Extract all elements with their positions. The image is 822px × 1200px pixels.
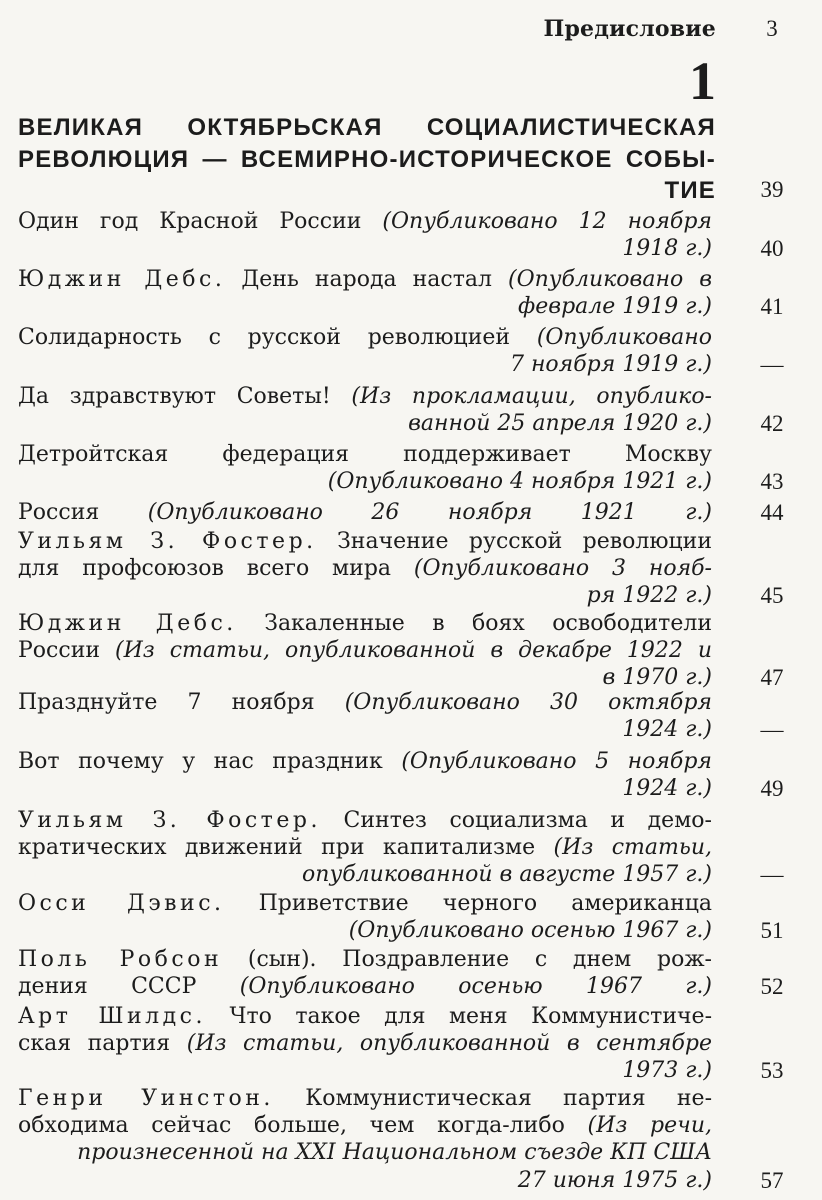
entry-page-number: 53	[760, 1058, 784, 1083]
entry-title: кратических движений при капитализме	[18, 835, 536, 860]
toc-entry-line	[18, 717, 712, 742]
entry-title: Россия	[18, 500, 100, 525]
toc-entry-line	[18, 749, 712, 774]
entry-title: День народа настал	[241, 267, 492, 292]
toc-entry-line	[18, 294, 712, 319]
entry-title: России	[18, 638, 101, 663]
entry-page-number: 47	[760, 665, 784, 690]
toc-entry-line	[18, 500, 712, 525]
entry-title: Один год Красной России	[18, 209, 362, 234]
toc-entry-line	[18, 638, 712, 663]
entry-title: (сын). Поздравление с днем рож-	[247, 947, 712, 972]
toc-entry-line	[18, 236, 712, 261]
entry-note: ря 1922 г.)	[586, 583, 712, 608]
entry-author: Уильям З. Фостер.	[18, 529, 317, 554]
entry-page-number: 57	[760, 1168, 784, 1193]
toc-entry-line	[18, 665, 712, 690]
entry-page-number: —	[760, 717, 784, 742]
entry-title: Синтез социализма и демо-	[343, 808, 712, 833]
entry-author: Арт Шилдс.	[18, 1004, 206, 1029]
chapter-number: 1	[689, 51, 716, 111]
entry-note: 1924 г.)	[622, 776, 712, 801]
entry-note: (Из статьи, опубликованной в сентябре	[186, 1031, 713, 1056]
entry-author: Поль Робсон	[18, 947, 223, 972]
entry-note: 1924 г.)	[622, 717, 712, 742]
entry-page-number: 41	[760, 294, 784, 319]
entry-note: опубликованной в августе 1957 г.)	[302, 862, 712, 887]
toc-entry-line	[18, 442, 712, 467]
toc-entry-line	[18, 891, 712, 916]
entry-page-number: 49	[760, 776, 784, 801]
entry-title: дения СССР	[18, 974, 197, 999]
entry-title: Солидарность с русской революцией	[18, 325, 511, 350]
toc-entry-line	[18, 209, 712, 234]
entry-page-number: 44	[760, 500, 784, 525]
entry-note: 1918 г.)	[622, 236, 712, 261]
entry-page-number: 40	[760, 236, 784, 261]
toc-entry-line	[18, 384, 712, 409]
toc-entry-line	[18, 1058, 712, 1083]
toc-entry-line	[18, 352, 712, 377]
entry-page-number: 43	[760, 469, 784, 494]
entry-note: (Опубликовано 12 ноября	[382, 209, 712, 234]
toc-entry-line	[18, 835, 712, 860]
entry-author: Осси Дэвис.	[18, 891, 225, 916]
toc-entry-line	[18, 469, 712, 494]
chapter-title-line-3: ТИЕ	[664, 177, 716, 204]
entry-author: Генри Уинстон.	[18, 1086, 274, 1111]
toc-entry-line	[18, 1140, 712, 1165]
preface-title: Предисловие	[543, 16, 716, 42]
entry-note: (Опубликовано 5 ноября	[401, 749, 712, 774]
toc-entry-line	[18, 411, 712, 436]
entry-page-number: 52	[760, 974, 784, 999]
entry-note: (Опубликовано в	[508, 267, 712, 292]
entry-title: для профсоюзов всего мира	[18, 556, 392, 581]
entry-note: (Опубликовано осенью 1967 г.)	[348, 918, 712, 943]
toc-entry-line	[18, 529, 712, 554]
toc-entry-line	[18, 1113, 712, 1138]
entry-note: в 1970 г.)	[602, 665, 712, 690]
entry-title: Празднуйте 7 ноября	[18, 690, 315, 715]
toc-entry-line	[18, 808, 712, 833]
chapter-title-line-1: ВЕЛИКАЯ ОКТЯБРЬСКАЯ СОЦИАЛИСТИЧЕСКАЯ	[18, 114, 716, 141]
toc-entry-line	[18, 1004, 712, 1029]
entry-author: Юджин Дебс.	[18, 267, 226, 292]
toc-entry-line	[18, 690, 712, 715]
entry-note: (Из прокламации, опублико-	[351, 384, 712, 409]
entry-note: (Опубликовано осенью 1967 г.)	[239, 974, 712, 999]
toc-entry-line	[18, 267, 712, 292]
entry-title: Да здравствуют Советы!	[18, 384, 331, 409]
entry-note: (Из статьи, опубликованной в декабре 1922 и	[115, 638, 713, 663]
entry-note: ванной 25 апреля 1920 г.)	[408, 411, 712, 436]
toc-entry-line	[18, 1031, 712, 1056]
toc-entry-line	[18, 918, 712, 943]
entry-title: Вот почему у нас праздник	[18, 749, 383, 774]
toc-entry-line	[18, 1086, 712, 1111]
entry-note: феврале 1919 г.)	[518, 294, 712, 319]
toc-entry-line	[18, 583, 712, 608]
entry-page-number: 51	[760, 918, 784, 943]
entry-note: (Из речи,	[587, 1113, 712, 1138]
entry-note: 1973 г.)	[622, 1058, 712, 1083]
entry-note: (Опубликовано 26 ноября 1921 г.)	[147, 500, 712, 525]
entry-note: (Из статьи,	[553, 835, 713, 860]
toc-entry-line	[18, 776, 712, 801]
entry-note: (Опубликовано 4 ноября 1921 г.)	[327, 469, 712, 494]
entry-title: ская партия	[18, 1031, 171, 1056]
toc-entry-line	[18, 611, 712, 636]
toc-entry-line	[18, 862, 712, 887]
chapter-page-number: 39	[760, 177, 784, 202]
preface-page-number: 3	[766, 16, 778, 41]
toc-entry-line	[18, 974, 712, 999]
entry-page-number: 42	[760, 411, 784, 436]
entry-note: (Опубликовано	[536, 325, 713, 350]
entry-page-number: —	[760, 352, 784, 377]
entry-page-number: —	[760, 862, 784, 887]
entry-note: (Опубликовано 3 нояб-	[413, 556, 712, 581]
entry-title: Значение русской революции	[337, 529, 713, 554]
entry-note: произнесенной на XXI Национальном съезде КП США	[77, 1140, 712, 1165]
toc-entry-line	[18, 556, 712, 581]
entry-author: Юджин Дебс.	[18, 611, 237, 636]
entry-note: 27 июня 1975 г.)	[517, 1168, 712, 1193]
entry-title: Коммунистическая партия не-	[305, 1086, 713, 1111]
chapter-title-line-2: РЕВОЛЮЦИЯ — ВСЕМИРНО-ИСТОРИЧЕСКОЕ СОБЫ-	[18, 146, 716, 173]
toc-entry-line	[18, 1168, 712, 1193]
entry-title: обходима сейчас больше, чем когда-либо	[18, 1113, 565, 1138]
entry-note: 7 ноября 1919 г.)	[509, 352, 712, 377]
entry-note: (Опубликовано 30 октября	[344, 690, 712, 715]
entry-page-number: 45	[760, 583, 784, 608]
toc-entry-line	[18, 947, 712, 972]
toc-entry-line	[18, 325, 712, 350]
entry-author: Уильям З. Фостер.	[18, 808, 321, 833]
entry-title: Детройтская федерация поддерживает Москву	[18, 442, 712, 467]
entry-title: Закаленные в боях освободители	[264, 611, 712, 636]
entry-title: Приветствие черного американца	[258, 891, 713, 916]
entry-title: Что такое для меня Коммунистиче-	[229, 1004, 712, 1029]
